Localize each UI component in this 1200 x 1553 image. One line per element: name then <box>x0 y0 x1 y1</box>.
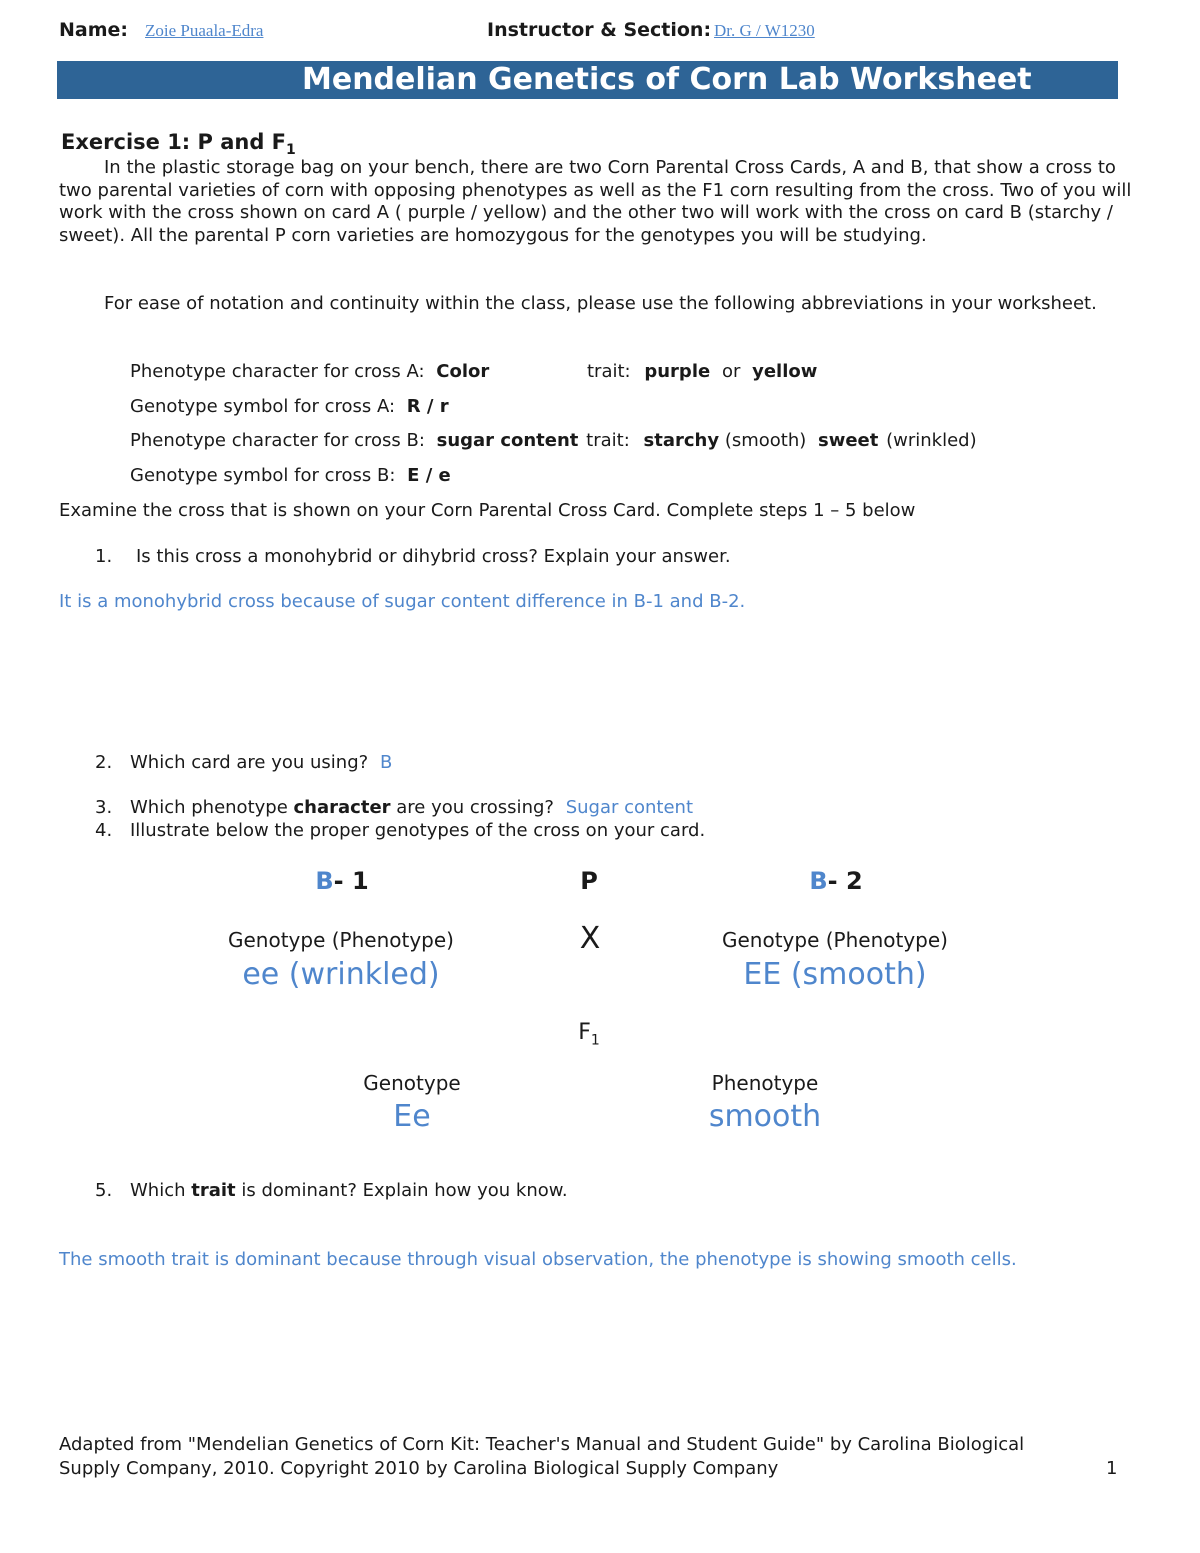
cross-a-genotype-value: R / r <box>406 396 449 417</box>
instructor-label: Instructor & Section: <box>487 19 712 41</box>
cross-b-trait-starchy: starchy <box>643 430 720 451</box>
question-5-number: 5. <box>95 1180 113 1201</box>
cross-b-trait-sweet: sweet <box>818 430 879 451</box>
parent-b2-letter: B <box>809 867 828 895</box>
parent-b2-genotype-phenotype-label: Genotype (Phenotype) <box>722 928 948 952</box>
worksheet-title-banner <box>57 61 1118 99</box>
footer-citation-line-1: Adapted from "Mendelian Genetics of Corn Kit: Teacher's Manual and Student Guide" by Carolina Biological <box>59 1434 1025 1455</box>
question-5-text-pre: Which <box>130 1180 186 1201</box>
f1-label-main: F <box>578 1020 591 1045</box>
notation-cross-b-character <box>130 430 977 451</box>
exercise-title-text: Exercise 1: P and F <box>61 130 287 154</box>
notation-cross-a-trait <box>587 361 817 382</box>
parent-b1-genotype-phenotype-label: Genotype (Phenotype) <box>228 928 454 952</box>
question-3-text-pre: Which phenotype <box>130 797 288 818</box>
notation-cross-a-character <box>130 361 489 382</box>
name-value[interactable]: Zoie Puaala-Edra <box>145 21 264 40</box>
parental-generation-label: P <box>580 867 598 895</box>
parent-b1-letter: B <box>315 867 334 895</box>
notation-cross-a-genotype <box>130 396 449 417</box>
question-5-line <box>130 1180 568 1201</box>
cross-b-trait-sweet-note: (wrinkled) <box>886 430 977 451</box>
exercise-title <box>61 130 296 158</box>
question-3-number: 3. <box>95 797 113 818</box>
cross-a-trait-purple: purple <box>644 361 711 382</box>
question-4-number: 4. <box>95 820 113 841</box>
exercise-intro-paragraph: In the plastic storage bag on your bench, there are two Corn Parental Cross Cards, A and B, that show a cross to two parental varieties of corn with opposing phenotypes as well as the F1 corn resulting from the cross. Two of you will work with the cross shown on card A ( purple / yellow) and the other two will work with the cross on card B (starchy / sweet). All the parental P corn varieties are homozygous for the genotypes you will be studying. <box>59 157 1132 246</box>
instructions-text: Examine the cross that is shown on your Corn Parental Cross Card. Complete steps 1 – 5 below <box>59 500 916 521</box>
parent-b2-suffix: - 2 <box>827 867 863 895</box>
parent-b1-title <box>315 867 368 895</box>
exercise-title-subscript: 1 <box>286 142 296 159</box>
question-2-answer[interactable]: B <box>379 752 393 773</box>
cross-a-character-value: Color <box>436 361 490 382</box>
cross-b-trait-label: trait: <box>586 430 630 451</box>
notation-cross-b-genotype <box>130 465 451 486</box>
question-5-text-bold: trait <box>191 1180 236 1201</box>
question-3-text-post: are you crossing? <box>396 797 554 818</box>
question-2-text: Which card are you using? <box>130 752 369 773</box>
parent-b1-suffix: - 1 <box>333 867 369 895</box>
f1-genotype-label: Genotype <box>363 1071 461 1095</box>
parent-b2-genotype-value[interactable]: EE (smooth) <box>743 957 927 992</box>
parent-b2-title <box>809 867 862 895</box>
question-2-line <box>130 752 392 773</box>
cross-a-trait-yellow: yellow <box>752 361 818 382</box>
cross-b-character-label: Phenotype character for cross B: <box>130 430 425 451</box>
f1-genotype-value[interactable]: Ee <box>393 1099 431 1134</box>
cross-b-trait-starchy-note: (smooth) <box>724 430 807 451</box>
name-label: Name: <box>59 19 129 41</box>
cross-b-genotype-label: Genotype symbol for cross B: <box>130 465 396 486</box>
question-1-text: Is this cross a monohybrid or dihybrid cross? Explain your answer. <box>136 546 731 567</box>
cross-a-trait-or: or <box>721 361 741 382</box>
question-1-number: 1. <box>95 546 113 567</box>
cross-a-genotype-label: Genotype symbol for cross A: <box>130 396 396 417</box>
cross-symbol: X <box>579 921 601 956</box>
question-1-answer[interactable]: It is a monohybrid cross because of sugar content difference in B-1 and B-2. <box>59 591 746 612</box>
worksheet-title: Mendelian Genetics of Corn Lab Worksheet <box>302 62 1032 97</box>
question-2-number: 2. <box>95 752 113 773</box>
cross-a-character-label: Phenotype character for cross A: <box>130 361 425 382</box>
f1-label-subscript: 1 <box>590 1032 600 1049</box>
cross-b-character-value: sugar content <box>436 430 579 451</box>
cross-b-genotype-value: E / e <box>407 465 451 486</box>
f1-phenotype-value[interactable]: smooth <box>708 1099 822 1134</box>
question-5-answer[interactable]: The smooth trait is dominant because through visual observation, the phenotype is showing smooth cells. <box>59 1249 1017 1270</box>
page-number: 1 <box>1106 1458 1118 1479</box>
instructor-value[interactable]: Dr. G / W1230 <box>714 21 815 40</box>
f1-generation-label <box>578 1020 600 1048</box>
question-3-answer[interactable]: Sugar content <box>565 797 694 818</box>
question-5-text-post: is dominant? Explain how you know. <box>241 1180 568 1201</box>
question-3-text-bold: character <box>293 797 391 818</box>
cross-a-trait-label: trait: <box>587 361 631 382</box>
f1-phenotype-label: Phenotype <box>711 1071 819 1095</box>
notation-intro-paragraph: For ease of notation and continuity within the class, please use the following abbreviations in your worksheet. <box>104 293 1097 314</box>
question-4-text: Illustrate below the proper genotypes of the cross on your card. <box>130 820 706 841</box>
footer-citation-line-2: Supply Company, 2010. Copyright 2010 by Carolina Biological Supply Company <box>59 1458 779 1479</box>
parent-b1-genotype-value[interactable]: ee (wrinkled) <box>242 957 440 992</box>
question-3-line <box>130 797 693 818</box>
